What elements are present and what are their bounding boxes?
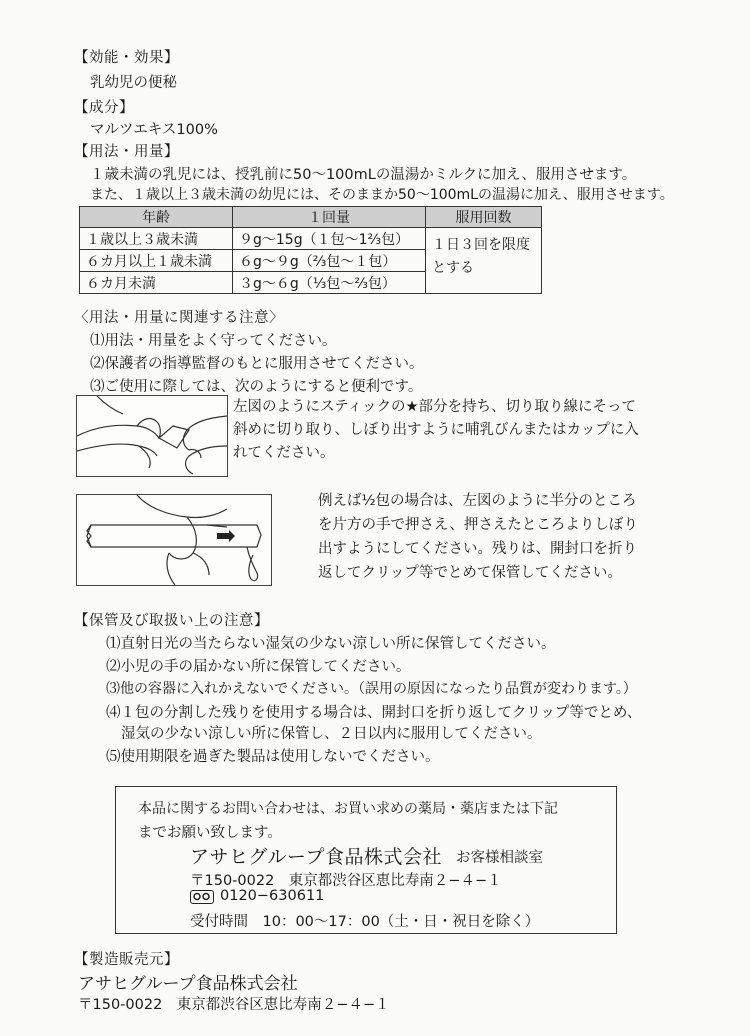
arrow-right-icon xyxy=(217,530,235,542)
table-cell-amount: ９g〜15g（１包〜1⅔包） xyxy=(233,228,426,250)
table-row xyxy=(80,228,542,250)
storage-item: ⑴直射日光の当たらない湿気の少ない涼しい所に保管してください。 xyxy=(106,636,556,652)
table-header-amount: １回量 xyxy=(233,207,426,228)
contact-company: アサヒグループ食品株式会社 xyxy=(190,846,442,868)
efficacy-text: 乳幼児の便秘 xyxy=(90,75,177,91)
table-cell-age: ６カ月以上１歳未満 xyxy=(80,250,233,272)
hand-squeezing-stick-icon xyxy=(77,495,271,585)
dosage-line2: また、１歳以上３歳未満の幼児には、そのままか50〜100mLの温湯に加え、服用させます。 xyxy=(90,187,674,203)
dosage-table xyxy=(79,206,542,294)
manufacturer-address: 〒150-0022 東京都渋谷区恵比寿南２−４−１ xyxy=(78,997,390,1013)
storage-item-continuation: 湿気の少ない涼しい所に保管し、２日以内に服用してください。 xyxy=(121,726,542,742)
contact-intro-line: 本品に関するお問い合わせは、お買い求めの薬局・薬店または下記 xyxy=(138,801,558,817)
free-dial-icon xyxy=(190,890,214,904)
cutting-illustration xyxy=(76,395,228,477)
dosage-notes-heading: 〈用法・用量に関連する注意〉 xyxy=(74,310,284,326)
hands-cutting-icon xyxy=(77,396,227,476)
dosage-note-item: ⑵保護者の指導監督のもとに服用させてください。 xyxy=(90,356,424,372)
table-cell-age: １歳以上３歳未満 xyxy=(80,228,233,250)
figure1-text-line: 斜めに切り取り、しぼり出すように哺乳びんまたはカップに入 xyxy=(233,422,639,438)
ingredients-text: マルツエキス100% xyxy=(90,122,218,138)
figure2-text-line: 出すようにしてください。残りは、開封口を折り xyxy=(318,541,637,557)
manufacturer-company: アサヒグループ食品株式会社 xyxy=(78,974,298,994)
storage-item: ⑵小児の手の届かない所に保管してください。 xyxy=(106,659,411,675)
dosage-table-header-row xyxy=(80,207,542,228)
contact-department: お客様相談室 xyxy=(456,850,543,866)
storage-item: ⑸使用期限を過ぎた製品は使用しないでください。 xyxy=(106,749,440,765)
table-header-frequency: 服用回数 xyxy=(426,207,542,228)
dosage-note-item: ⑴用法・用量をよく守ってください。 xyxy=(90,333,337,349)
ingredients-heading: 【成分】 xyxy=(74,100,134,116)
storage-item: ⑷１包の分割した残りを使用する場合は、開封口を折り返してクリップ等でとめ、 xyxy=(106,705,642,721)
table-cell-frequency: １日３回を限度とする xyxy=(426,228,542,294)
squeezing-illustration xyxy=(76,494,272,586)
table-cell-age: ６カ月未満 xyxy=(80,272,233,294)
figure2-text-line: 返してクリップ等でとめて保管してください。 xyxy=(318,565,622,581)
table-cell-amount: ３g〜６g（⅓包〜⅔包） xyxy=(233,272,426,294)
figure1-text-line: 左図のようにスティックの★部分を持ち、切り取り線にそって xyxy=(233,399,637,415)
figure2-text-line: 例えば½包の場合は、左図のように半分のところ xyxy=(318,493,637,509)
figure1-text-line: れてください。 xyxy=(233,445,335,461)
figure2-text-line: を片方の手で押さえ、押さえたところよりしぼり xyxy=(318,517,638,533)
dosage-note-item: ⑶ご使用に際しては、次のようにすると便利です。 xyxy=(90,379,423,395)
dosage-heading: 【用法・用量】 xyxy=(74,144,179,160)
contact-phone: 0120−630611 xyxy=(220,888,325,904)
contact-address: 〒150-0022 東京都渋谷区恵比寿南２−４−１ xyxy=(190,873,502,889)
manufacturer-heading: 【製造販売元】 xyxy=(74,952,179,968)
contact-intro-line: までお願い致します。 xyxy=(138,825,282,841)
storage-heading: 【保管及び取扱い上の注意】 xyxy=(74,613,269,629)
table-cell-amount: ６g〜９g（⅔包〜１包） xyxy=(233,250,426,272)
table-header-age: 年齢 xyxy=(80,207,233,228)
efficacy-heading: 【効能・効果】 xyxy=(74,50,179,66)
dosage-line1: １歳未満の乳児には、授乳前に50〜100mLの温湯かミルクに加え、服用させます。 xyxy=(90,167,637,183)
contact-hours: 受付時間 10：00〜17：00（土・日・祝日を除く） xyxy=(190,914,540,930)
storage-item: ⑶他の容器に入れかえないでください。（誤用の原因になったり品質が変わります。） xyxy=(106,681,637,697)
